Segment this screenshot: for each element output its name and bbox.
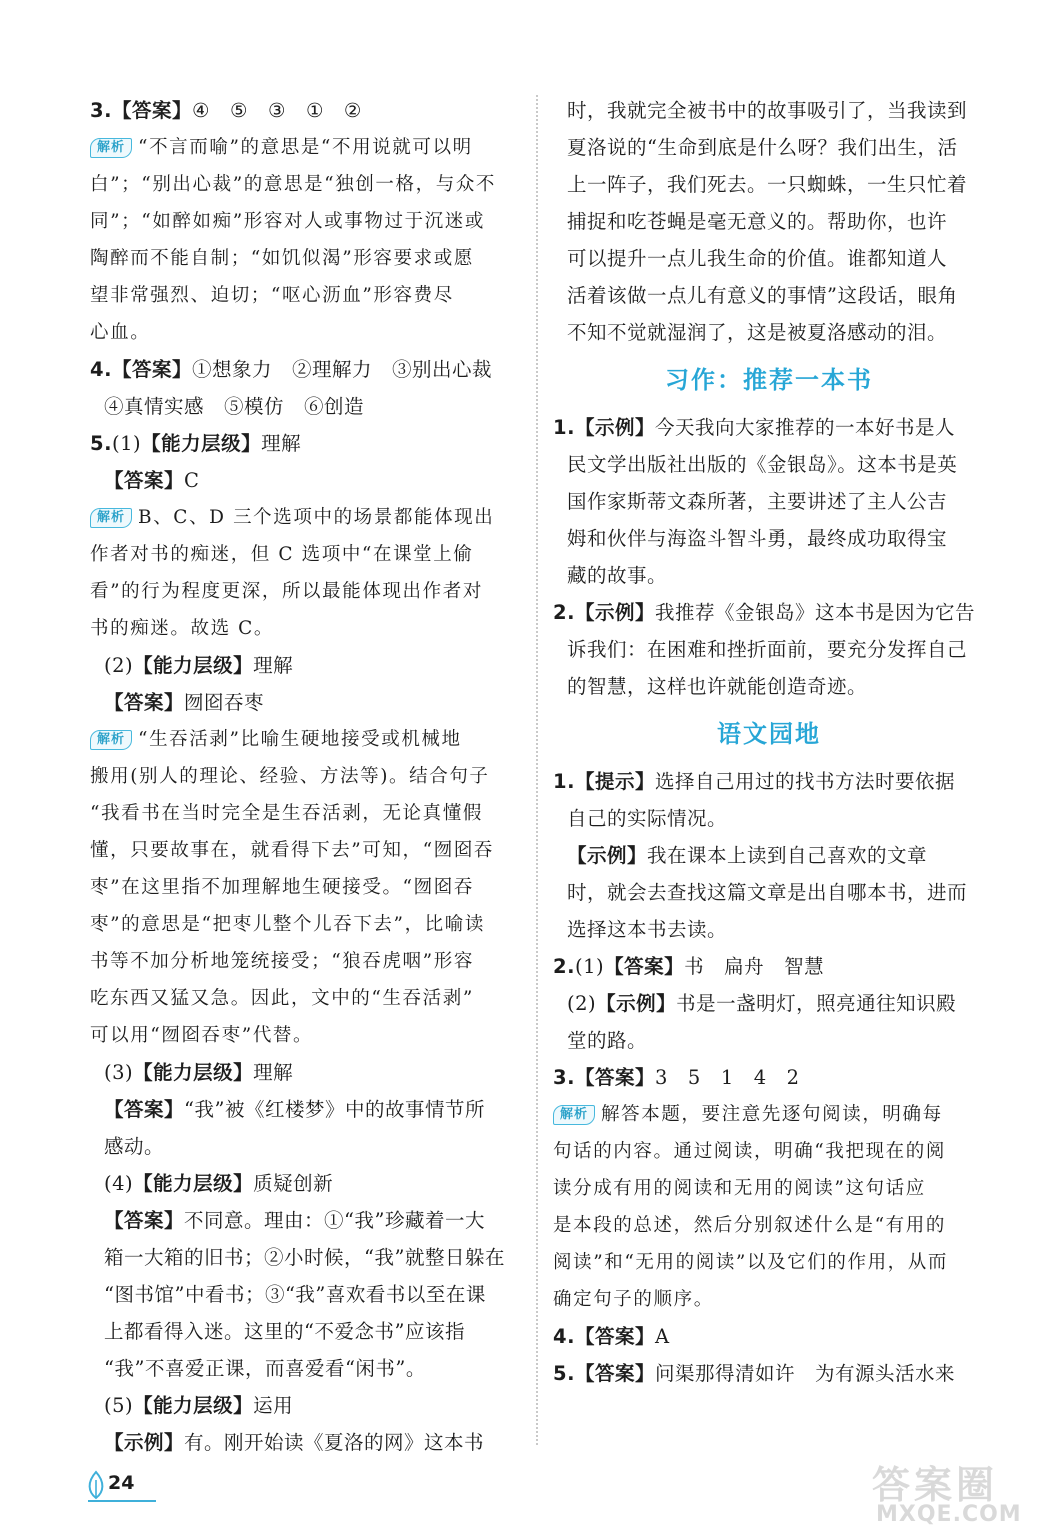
line-text: 书的痴迷。故选 C。 (90, 618, 275, 639)
right-column (553, 92, 985, 1392)
answer-tag: 【提示】 (574, 770, 655, 793)
answer-line (90, 869, 520, 906)
answer-line (553, 129, 985, 166)
answer-line (553, 1170, 985, 1207)
analysis-badge: 解析 (90, 730, 132, 750)
line-text: 我推荐《金银岛》这本书是因为它告 (655, 601, 976, 624)
answer-line (90, 1424, 520, 1461)
answer-line (553, 1355, 985, 1392)
answer-line (90, 240, 520, 277)
answer-line (90, 314, 520, 351)
line-text: 理解 (261, 432, 302, 455)
line-text: “图书馆”中看书；③“我”喜欢看书以至在课 (104, 1283, 486, 1306)
answer-line (553, 1133, 985, 1170)
watermark (862, 1452, 1038, 1532)
answer-line (553, 668, 985, 705)
answer-tag: 【答案】 (104, 469, 185, 492)
line-text: 可以用“囫囵吞枣”代替。 (90, 1025, 314, 1046)
sub-question-number: (2) (567, 992, 597, 1015)
line-text: 搬用(别人的理论、经验、方法等)。结合句子 (90, 766, 490, 787)
answer-line (553, 520, 985, 557)
answer-tag: 【能力层级】 (133, 1394, 254, 1417)
sub-question-number: (5) (104, 1394, 134, 1417)
line-text: 懂，只要故事在，就看得下去”可知，“囫囵吞 (90, 840, 495, 861)
line-text: 心血。 (90, 322, 151, 343)
watermark-url: MXQE.COM (876, 1502, 1022, 1527)
line-text: 感动。 (104, 1135, 165, 1158)
answer-line (553, 837, 985, 874)
answer-line (90, 1091, 520, 1128)
analysis-line (90, 129, 520, 166)
answer-line (553, 409, 985, 446)
line-text: 理解 (253, 654, 294, 677)
answer-tag: 【能力层级】 (133, 654, 254, 677)
answer-line (90, 684, 520, 721)
line-text: 有。刚开始读《夏洛的网》这本书 (184, 1431, 485, 1454)
answer-tag: 【答案】 (111, 358, 192, 381)
sub-question-number: (2) (104, 654, 134, 677)
question-number: 5. (553, 1362, 575, 1385)
line-text: 自己的实际情况。 (567, 807, 728, 830)
question-number: 2. (553, 955, 575, 978)
line-text: 阅读”和“无用的阅读”以及它们的作用，从而 (553, 1252, 948, 1273)
question-number: 3. (553, 1066, 575, 1089)
line-text: 国作家斯蒂文森所著，主要讲述了主人公吉 (567, 490, 948, 513)
answer-line (90, 832, 520, 869)
line-text: B、C、D 三个选项中的场景都能体现出 (138, 507, 495, 528)
answer-line (553, 1318, 985, 1355)
answer-line (90, 92, 520, 129)
answer-tag: 【答案】 (574, 1325, 655, 1348)
line-text: “不言而喻”的意思是“不用说就可以明 (138, 137, 473, 158)
line-text: 箱一大箱的旧书；②小时候，“我”就整日躲在 (104, 1246, 505, 1269)
answer-line (90, 462, 520, 499)
column-divider (536, 95, 538, 1445)
answer-line (90, 1054, 520, 1091)
line-text: 上都看得入迷。这里的“不爱念书”应该指 (104, 1320, 465, 1343)
line-text: 读分成有用的阅读和无用的阅读”这句话应 (553, 1178, 926, 1199)
answer-line (553, 985, 985, 1022)
line-text: 可以提升一点儿我生命的价值。谁都知道人 (567, 247, 948, 270)
answer-line (90, 1165, 520, 1202)
sub-question-number: (1) (574, 955, 605, 978)
answer-line (553, 557, 985, 594)
line-text: 陶醉而不能自制；“如饥似渴”形容要求或愿 (90, 248, 474, 269)
line-text: 藏的故事。 (567, 564, 668, 587)
line-text: C (184, 469, 200, 492)
line-text: 时，就会去查找这篇文章是出自哪本书，进而 (567, 881, 968, 904)
question-number: 4. (553, 1325, 575, 1348)
line-text: 今天我向大家推荐的一本好书是人 (655, 416, 956, 439)
answer-tag: 【示例】 (574, 416, 655, 439)
line-text: ④真情实感 ⑤模仿 ⑥创造 (104, 395, 365, 418)
question-number: 2. (553, 601, 575, 624)
line-text: 理解 (253, 1061, 294, 1084)
line-text: 看”的行为程度更深，所以最能体现出作者对 (90, 581, 483, 602)
line-text: ①想象力 ②理解力 ③别出心裁 (192, 358, 493, 381)
line-text: 3 5 1 4 2 (655, 1066, 800, 1089)
answer-line (90, 795, 520, 832)
answer-line (90, 1017, 520, 1054)
question-number: 3. (90, 99, 112, 122)
question-number: 1. (553, 416, 575, 439)
answer-line (553, 800, 985, 837)
line-text: 选择这本书去读。 (567, 918, 728, 941)
line-text: 民文学出版社出版的《金银岛》。这本书是英 (567, 453, 958, 476)
answer-line (553, 874, 985, 911)
answer-line (90, 610, 520, 647)
answer-line (553, 1244, 985, 1281)
sub-question-number: (1) (111, 432, 142, 455)
answer-line (553, 203, 985, 240)
line-text: “我”不喜爱正课，而喜爱看“闲书”。 (104, 1357, 426, 1380)
answer-line (553, 166, 985, 203)
answer-line (90, 647, 520, 684)
question-number: 1. (553, 770, 575, 793)
answer-line (553, 1281, 985, 1318)
line-text: 白”；“别出心裁”的意思是“独创一格，与众不 (90, 174, 497, 195)
line-text: 是本段的总述，然后分别叙述什么是“有用的 (553, 1215, 946, 1236)
line-text: 上一阵子，我们死去。一只蜘蛛，一生只忙着 (567, 173, 968, 196)
answer-tag: 【答案】 (104, 691, 185, 714)
answer-line (90, 1202, 520, 1239)
section-heading: 语文园地 (717, 720, 821, 748)
line-text: 书等不加分析地笼统接受；“狼吞虎咽”形容 (90, 951, 474, 972)
line-text: 姆和伙伴与海盗斗智斗勇，最终成功取得宝 (567, 527, 948, 550)
answer-line (553, 314, 985, 351)
answer-line (90, 166, 520, 203)
line-text: 解答本题，要注意先逐句阅读，明确每 (601, 1104, 943, 1125)
sub-question-number: (3) (104, 1061, 134, 1084)
line-text: 质疑创新 (253, 1172, 334, 1195)
line-text: 捕捉和吃苍蝇是毫无意义的。帮助你，也许 (567, 210, 948, 233)
answer-line (553, 631, 985, 668)
answer-line (90, 1387, 520, 1424)
line-text: “我”被《红楼梦》中的故事情节所 (184, 1098, 485, 1121)
line-text: 不同意。理由：①“我”珍藏着一大 (184, 1209, 485, 1232)
line-text: 的智慧，这样也许就能创造奇迹。 (567, 675, 868, 698)
answer-tag: 【能力层级】 (141, 432, 262, 455)
answer-tag: 【答案】 (104, 1098, 185, 1121)
answer-line (553, 446, 985, 483)
answer-tag: 【示例】 (574, 601, 655, 624)
line-text: A (655, 1325, 670, 1348)
line-text: 作者对书的痴迷，但 C 选项中“在课堂上偷 (90, 544, 474, 565)
analysis-line (90, 499, 520, 536)
line-text: 不知不觉就湿润了，这是被夏洛感动的泪。 (567, 321, 948, 344)
answer-line (553, 594, 985, 631)
answer-tag: 【示例】 (567, 844, 648, 867)
answer-line (90, 277, 520, 314)
answer-tag: 【示例】 (104, 1431, 185, 1454)
line-text: 夏洛说的“生命到底是什么呀？我们出生，活 (567, 136, 958, 159)
answer-line (553, 1022, 985, 1059)
answer-line (90, 351, 520, 388)
answer-line (553, 763, 985, 800)
line-text: 吃东西又猛又急。因此，文中的“生吞活剥” (90, 988, 474, 1009)
line-text: “生吞活剥”比喻生硬地接受或机械地 (138, 729, 462, 750)
answer-tag: 【示例】 (596, 992, 677, 1015)
answer-line (90, 203, 520, 240)
line-text: 问渠那得清如许 为有源头活水来 (655, 1362, 956, 1385)
answer-line (90, 536, 520, 573)
answer-tag: 【答案】 (111, 99, 192, 122)
line-text: 枣”的意思是“把枣儿整个儿吞下去”，比喻读 (90, 914, 485, 935)
sub-question-number: (4) (104, 1172, 134, 1195)
answer-tag: 【答案】 (574, 1066, 655, 1089)
answer-line (553, 1059, 985, 1096)
line-text: 活着该做一点儿有意义的事情”这段话，眼角 (567, 284, 958, 307)
line-text: 时，我就完全被书中的故事吸引了，当我读到 (567, 99, 968, 122)
line-text: 望非常强烈、迫切；“呕心沥血”形容费尽 (90, 285, 454, 306)
answer-line (553, 92, 985, 129)
answer-line (90, 425, 520, 462)
section-heading: 习作：推荐一本书 (665, 366, 873, 394)
answer-line (90, 1128, 520, 1165)
answer-line (90, 573, 520, 610)
answer-line (553, 277, 985, 314)
analysis-line (90, 721, 520, 758)
answer-line (90, 943, 520, 980)
answer-line (553, 1207, 985, 1244)
line-text: 书 扁舟 智慧 (684, 955, 825, 978)
line-text: ④ ⑤ ③ ① ② (192, 99, 362, 122)
question-number: 5. (90, 432, 112, 455)
analysis-badge: 解析 (90, 508, 132, 528)
answer-line (90, 1276, 520, 1313)
line-text: 运用 (253, 1394, 294, 1417)
line-text: 囫囵吞枣 (184, 691, 265, 714)
answer-tag: 【能力层级】 (133, 1172, 254, 1195)
answer-line (90, 758, 520, 795)
answer-line (553, 948, 985, 985)
analysis-line (553, 1096, 985, 1133)
line-text: 我在课本上读到自己喜欢的文章 (647, 844, 928, 867)
line-text: 堂的路。 (567, 1029, 648, 1052)
leaf-icon (84, 1470, 108, 1500)
question-number: 4. (90, 358, 112, 381)
line-text: 诉我们：在困难和挫折面前，要充分发挥自己 (567, 638, 968, 661)
line-text: 同”；“如醉如痴”形容对人或事物过于沉迷或 (90, 211, 485, 232)
analysis-badge: 解析 (90, 138, 132, 158)
footer-rule (88, 1500, 156, 1502)
answer-line (90, 388, 520, 425)
analysis-badge: 解析 (553, 1105, 595, 1125)
answer-line (90, 1239, 520, 1276)
watermark-logo: 答案圈 (872, 1463, 999, 1507)
answer-tag: 【能力层级】 (133, 1061, 254, 1084)
line-text: 确定句子的顺序。 (553, 1289, 714, 1310)
line-text: 枣”在这里指不加理解地生硬接受。“囫囵吞 (90, 877, 474, 898)
answer-line (90, 1350, 520, 1387)
left-column (90, 92, 520, 1461)
page-number: 24 (108, 1472, 135, 1494)
answer-line (553, 911, 985, 948)
line-text: 选择自己用过的找书方法时要依据 (655, 770, 956, 793)
line-text: “我看书在当时完全是生吞活剥，无论真懂假 (90, 803, 483, 824)
page-footer (84, 1470, 204, 1506)
line-text: 句话的内容。通过阅读，明确“我把现在的阅 (553, 1141, 946, 1162)
answer-line (90, 980, 520, 1017)
answer-tag: 【答案】 (104, 1209, 185, 1232)
answer-line (90, 906, 520, 943)
answer-line (553, 483, 985, 520)
answer-tag: 【答案】 (604, 955, 685, 978)
answer-line (553, 240, 985, 277)
answer-tag: 【答案】 (574, 1362, 655, 1385)
answer-line (90, 1313, 520, 1350)
line-text: 书是一盏明灯，照亮通往知识殿 (676, 992, 957, 1015)
